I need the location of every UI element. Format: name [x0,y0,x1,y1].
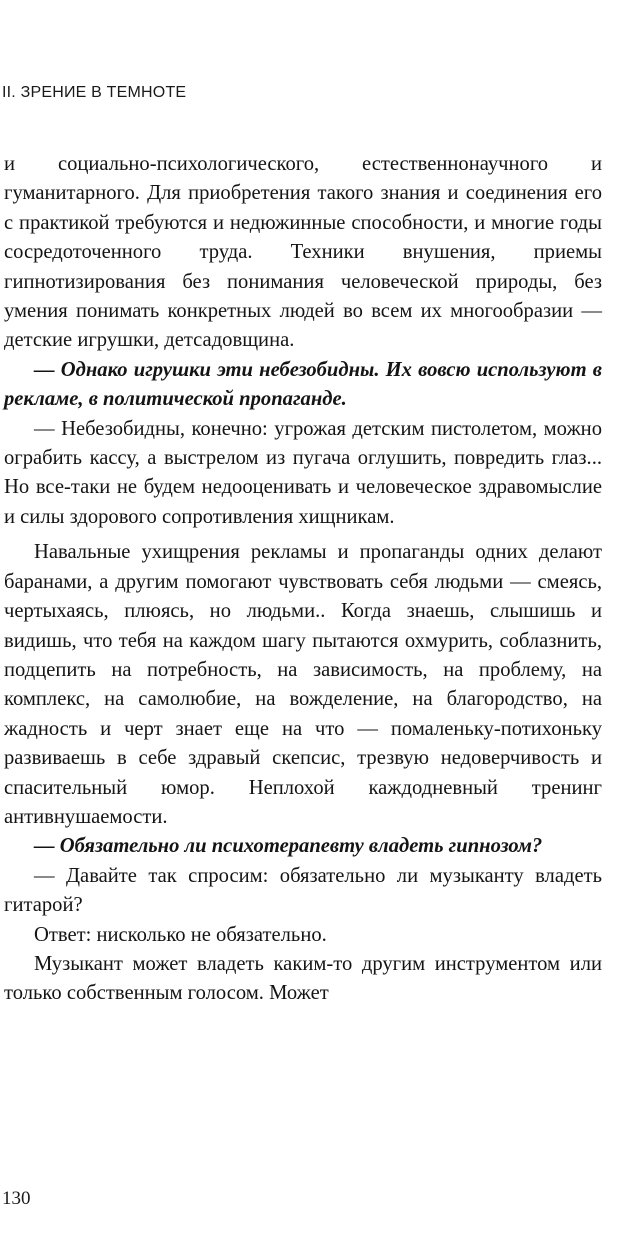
page-number: 130 [2,1188,31,1209]
paragraph-continuation: и социально-психологического, естественнонаучного и гуманитарного. Для приобретения такого знания и соединения его с практикой требуются и недюжинные способности, и многие годы сосредоточенного труда. Техники внушения, приемы гипнотизирования без понимания человеческой природы, без умения понимать конкретных людей во всем их многообразии — детские игрушки, детсадовщина. [4,153,602,352]
paragraph: Ответ: нисколько не обязательно. [34,923,327,946]
interview-answer: — Давайте так спросим: обязательно ли музыканту владеть гитарой? [4,864,602,917]
paragraph: Музыкант может владеть каким-то другим инструментом или только собственным голосом. Может [4,952,602,1005]
paragraph: Навальные ухищрения рекламы и пропаганды одних делают баранами, а другим помогают чувствовать себя людьми — смеясь, чертыхаясь, плюясь, но людьми.. Когда знаешь, слышишь и видишь, что тебя на каждом шагу пытаются охмурить, соблазнить, подцепить на потребность, на зависимость, на проблему, на комплекс, на самолюбие, на вожделение, на благородство, на жадность и черт знает еще на что — помаленьку-потихоньку развиваешь в себе здравый скепсис, трезвую недоверчивость и спасительный юмор. Неплохой каждодневный тренинг антивнушаемости. [4,541,602,828]
interview-answer: — Небезобидны, конечно: угрожая детским пистолетом, можно ограбить кассу, а выстрелом из пугача оглушить, повредить глаз... Но все-таки не будем недооценивать и человеческое здравомыслие и силы здорового сопротивления хищникам. [4,417,602,528]
interview-question: — Обязательно ли психотерапевту владеть гипнозом? [34,835,543,858]
running-header: II. ЗРЕНИЕ В ТЕМНОТЕ [2,84,187,101]
body-text [4,150,602,1009]
interview-question: — Однако игрушки эти небезобидны. Их вовсю используют в рекламе, в политической пропаганде. [4,358,602,411]
